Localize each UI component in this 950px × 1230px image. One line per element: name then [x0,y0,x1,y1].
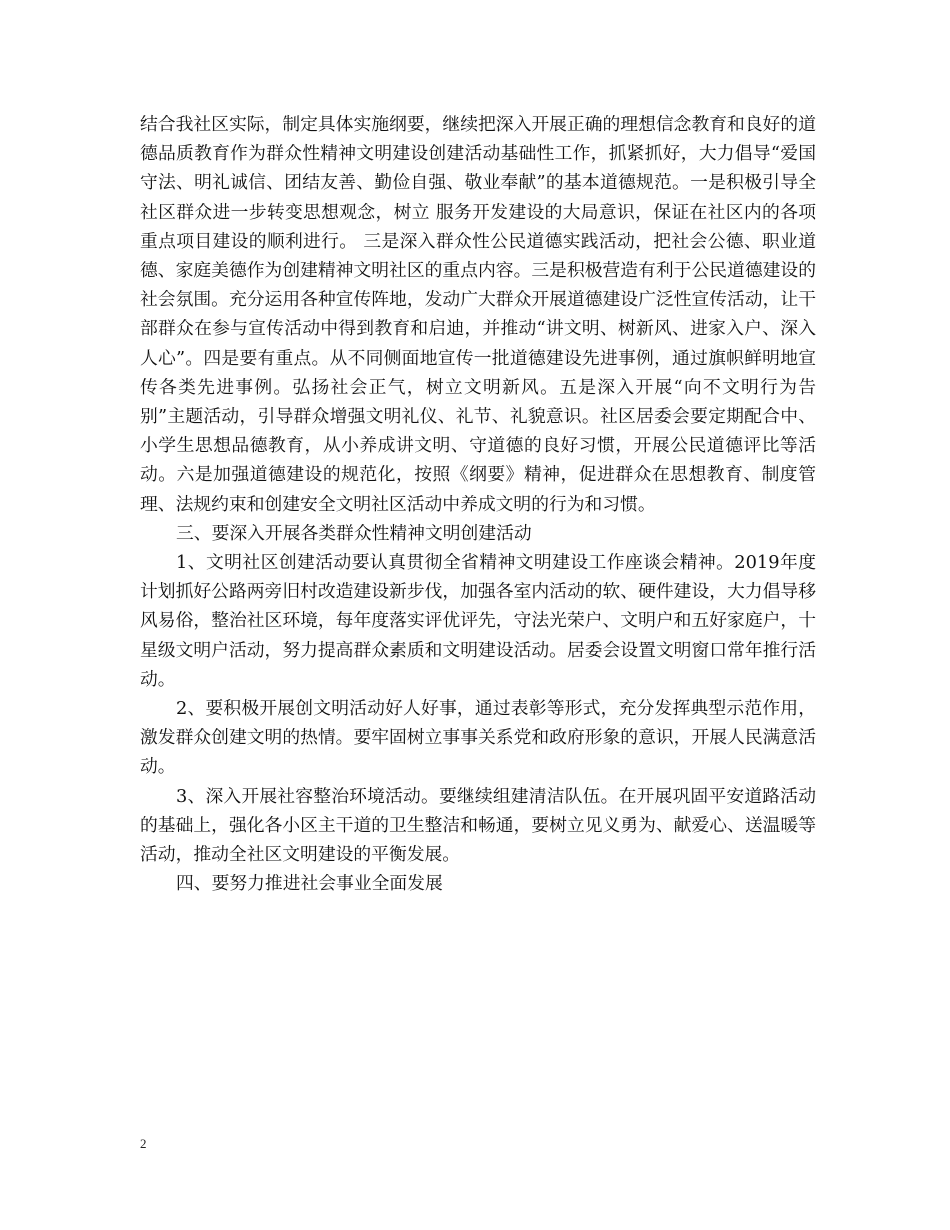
section-heading-three: 三、要深入开展各类群众性精神文明创建活动 [176,522,532,544]
paragraph-item-1: 1、文明社区创建活动要认真贯彻全省精神文明建设工作座谈会精神。2019年度计划抓好公路两旁旧村改造建设新步伐，加强各室内活动的软、硬件建设，大力倡导移风易俗，整治社区环境，每年度落实评优评先，守法光荣户、文明户和五好家庭户，十星级文明户活动，努力提高群众素质和文明建设活动。居委会设置文明窗口常年推行活动。 [140,552,816,690]
paragraph-item-3: 3、深入开展社容整治环境活动。要继续组建清洁队伍。在开展巩固平安道路活动的基础上，强化各小区主干道的卫生整洁和畅通，要树立见义勇为、献爱心、送温暖等活动，推动全社区文明建设的平衡发展。 [140,785,816,866]
page-number: 2 [140,1136,147,1151]
section-heading-four: 四、要努力推进社会事业全面发展 [176,873,443,895]
paragraph-item-2: 2、要积极开展创文明活动好人好事，通过表彰等形式，充分发挥典型示范作用，激发群众创建文明的热情。要牢固树立事事关系党和政府形象的意识，开展人民满意活动。 [140,698,816,778]
document-body [140,110,816,898]
paragraph-moral-education: 结合我社区实际，制定具体实施纲要，继续把深入开展正确的理想信念教育和良好的道德品质教育作为群众性精神文明建设创建活动基础性工作，抓紧抓好，大力倡导“爱国守法、明礼诚信、团结友善、勤俭自强、敬业奉献”的基本道德规范。一是积极引导全社区群众进一步转变思想观念，树立 服务开发建设的大局意识，保证在社区内的各项重点项目建设的顺利进行。 三是深入群众性公民道德实践活动，把社会公德、职业道德、家庭美德作为创建精神文明社区的重点内容。三是积极营造有利于公民道德建设的社会氛围。充分运用各种宣传阵地，发动广大群众开展道德建设广泛性宣传活动，让干部群众在参与宣传活动中得到教育和启迪，并推动“讲文明、树新风、进家入户、深入人心”。四是要有重点。从不同侧面地宣传一批道德建设先进事例，通过旗帜鲜明地宣传各类先进事例。弘扬社会正气，树立文明新风。五是深入开展“向不文明行为告别”主题活动，引导群众增强文明礼仪、礼节、礼貌意识。社区居委会要定期配合中、小学生思想品德教育，从小养成讲文明、守道德的良好习惯，开展公民道德评比等活动。六是加强道德建设的规范化，按照《纲要》精神，促进群众在思想教育、制度管理、法规约束和创建安全文明社区活动中养成文明的行为和习惯。 [140,114,816,515]
